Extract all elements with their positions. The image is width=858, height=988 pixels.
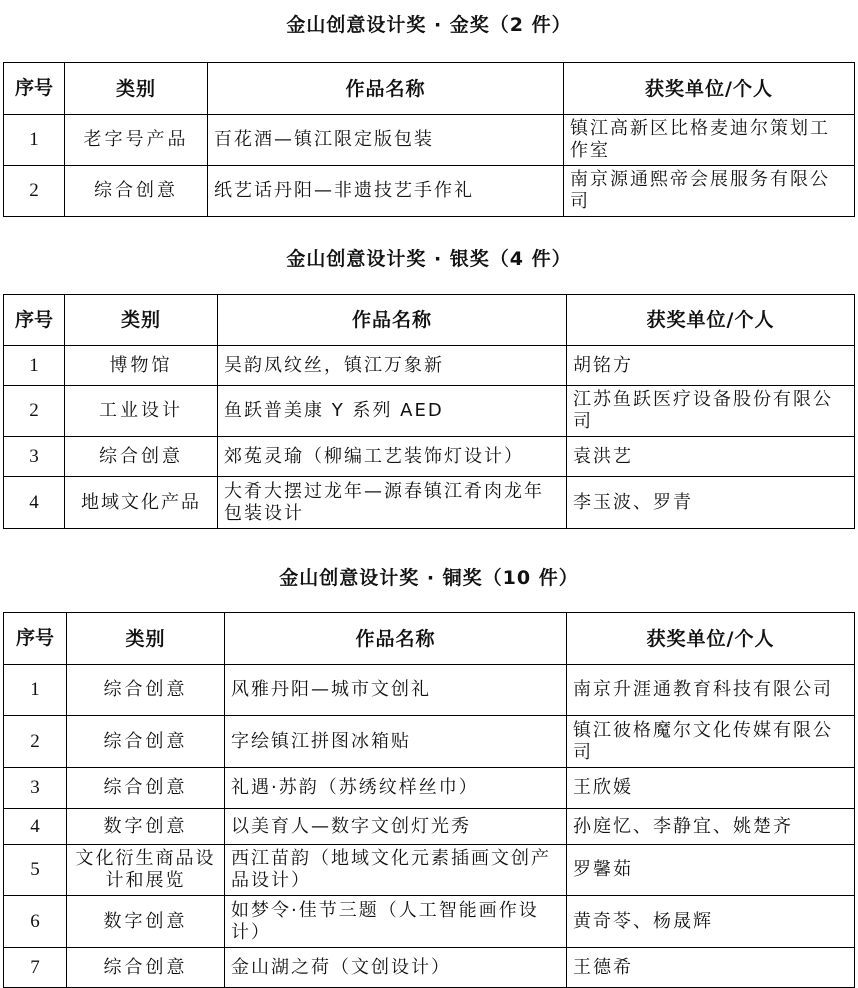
table-header-row (4, 63, 855, 115)
header-category: 类别 (67, 613, 225, 665)
header-category: 类别 (65, 63, 208, 115)
row-winner: 袁洪艺 (567, 437, 855, 477)
header-work: 作品名称 (208, 63, 564, 115)
row-category: 综合创意 (67, 948, 225, 988)
row-number: 2 (4, 166, 65, 217)
row-category: 文化衍生商品设计和展览 (67, 845, 225, 896)
row-work: 大肴大摆过龙年—源春镇江肴肉龙年包装设计 (218, 477, 567, 529)
row-work: 字绘镇江拼图冰箱贴 (225, 716, 567, 768)
row-category: 综合创意 (65, 437, 218, 477)
row-winner: 江苏鱼跃医疗设备股份有限公司 (567, 386, 855, 437)
table-row (4, 477, 855, 529)
row-winner: 李玉波、罗青 (567, 477, 855, 529)
table-row (4, 845, 855, 896)
row-number: 2 (4, 716, 67, 768)
row-winner: 孙庭忆、李静宜、姚楚齐 (567, 809, 855, 845)
table-row (4, 437, 855, 477)
row-winner: 南京升涯通教育科技有限公司 (567, 665, 855, 716)
row-work: 金山湖之荷（文创设计） (225, 948, 567, 988)
row-winner: 黄奇苓、杨晟辉 (567, 896, 855, 948)
row-winner: 胡铭方 (567, 346, 855, 386)
row-category: 地域文化产品 (65, 477, 218, 529)
row-work: 纸艺话丹阳—非遗技艺手作礼 (208, 166, 564, 217)
header-seq: 序号 (4, 613, 67, 665)
row-number: 1 (4, 115, 65, 166)
row-category: 综合创意 (65, 166, 208, 217)
row-category: 博物馆 (65, 346, 218, 386)
header-category: 类别 (65, 295, 218, 346)
table-header-row (4, 295, 855, 346)
row-winner: 镇江彼格魔尔文化传媒有限公司 (567, 716, 855, 768)
row-number: 2 (4, 386, 65, 437)
table-row (4, 115, 855, 166)
row-winner: 王欣媛 (567, 768, 855, 809)
row-work: 礼遇·苏韵（苏绣纹样丝巾） (225, 768, 567, 809)
row-number: 4 (4, 477, 65, 529)
row-category: 数字创意 (67, 896, 225, 948)
row-number: 7 (4, 948, 67, 988)
header-winner: 获奖单位/个人 (567, 613, 855, 665)
table-row (4, 896, 855, 948)
row-category: 数字创意 (67, 809, 225, 845)
row-work: 以美育人—数字文创灯光秀 (225, 809, 567, 845)
bronze-award-table (3, 612, 855, 988)
row-work: 百花酒—镇江限定版包装 (208, 115, 564, 166)
table-row (4, 716, 855, 768)
header-seq: 序号 (4, 63, 65, 115)
row-category: 综合创意 (67, 716, 225, 768)
row-number: 1 (4, 665, 67, 716)
row-work: 鱼跃普美康 Y 系列 AED (218, 386, 567, 437)
section-title-bronze: 金山创意设计奖 · 铜奖（10 件） (279, 567, 579, 589)
section-title-gold: 金山创意设计奖 · 金奖（2 件） (286, 14, 572, 36)
table-header-row (4, 613, 855, 665)
header-winner: 获奖单位/个人 (564, 63, 855, 115)
row-work: 吴韵凤纹丝，镇江万象新 (218, 346, 567, 386)
row-winner: 罗馨茹 (567, 845, 855, 896)
row-category: 综合创意 (67, 665, 225, 716)
table-row (4, 346, 855, 386)
row-category: 综合创意 (67, 768, 225, 809)
table-row (4, 665, 855, 716)
silver-award-table (3, 294, 855, 529)
gold-award-table (3, 62, 855, 217)
table-row (4, 809, 855, 845)
header-winner: 获奖单位/个人 (567, 295, 855, 346)
row-number: 4 (4, 809, 67, 845)
row-number: 6 (4, 896, 67, 948)
row-category: 工业设计 (65, 386, 218, 437)
header-work: 作品名称 (225, 613, 567, 665)
table-row (4, 166, 855, 217)
header-seq: 序号 (4, 295, 65, 346)
table-row (4, 768, 855, 809)
row-winner: 镇江高新区比格麦迪尔策划工作室 (564, 115, 855, 166)
row-winner: 南京源通熙帝会展服务有限公司 (564, 166, 855, 217)
row-number: 5 (4, 845, 67, 896)
row-number: 3 (4, 768, 67, 809)
row-number: 1 (4, 346, 65, 386)
row-work: 郊菟灵瑜（柳编工艺装饰灯设计） (218, 437, 567, 477)
row-work: 风雅丹阳—城市文创礼 (225, 665, 567, 716)
section-title-silver: 金山创意设计奖 · 银奖（4 件） (286, 248, 572, 270)
table-row (4, 948, 855, 988)
row-work: 西江苗韵（地域文化元素插画文创产品设计） (225, 845, 567, 896)
table-row (4, 386, 855, 437)
row-number: 3 (4, 437, 65, 477)
header-work: 作品名称 (218, 295, 567, 346)
row-winner: 王德希 (567, 948, 855, 988)
row-category: 老字号产品 (65, 115, 208, 166)
row-work: 如梦令·佳节三题（人工智能画作设计） (225, 896, 567, 948)
